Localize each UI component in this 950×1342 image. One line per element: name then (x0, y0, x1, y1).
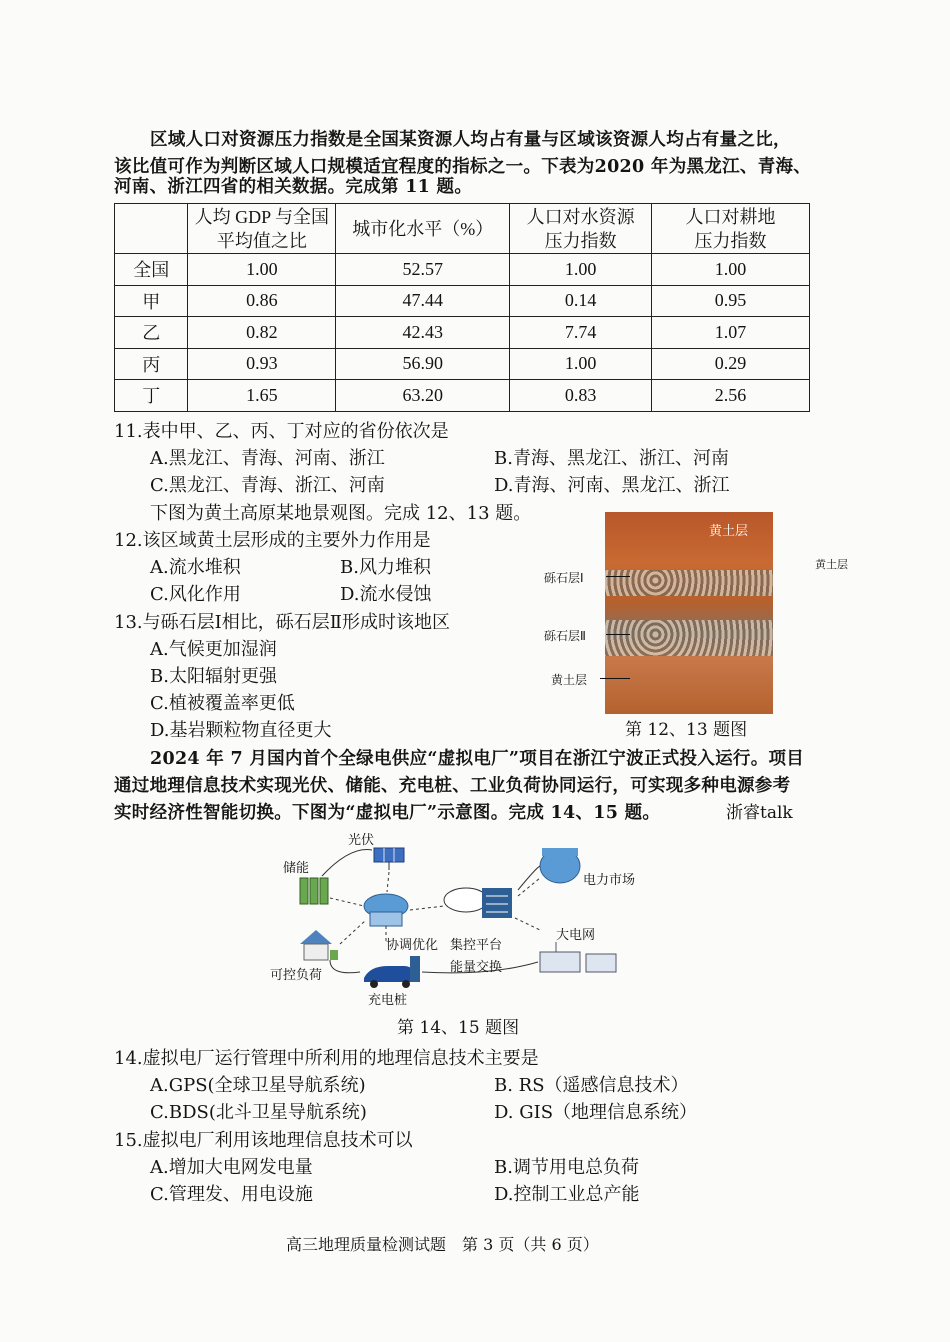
table-header-cell: 人口对耕地 压力指数 (652, 204, 810, 254)
watermark-text: 浙睿talk (726, 803, 793, 823)
table-header-cell: 人均 GDP 与全国 平均值之比 (188, 204, 336, 254)
label-loess-bottom: 黄土层 (551, 673, 588, 687)
page-footer: 高三地理质量检测试题 第 3 页（共 6 页） (286, 1235, 599, 1254)
q15-stem: 15.虚拟电厂利用该地理信息技术可以 (114, 1130, 413, 1151)
table-cell: 0.95 (652, 285, 810, 317)
loess-landscape-photo (605, 512, 773, 714)
table-cell: 1.00 (510, 348, 652, 380)
intro-line-3: 河南、浙江四省的相关数据。完成第 11 题。 (114, 177, 473, 197)
house-load-icon (300, 930, 338, 960)
label-exchange: 能量交换 (450, 960, 503, 975)
table-cell: 56.90 (336, 348, 510, 380)
table-cell: 1.65 (188, 380, 336, 412)
table-cell: 7.74 (510, 317, 652, 349)
q15-option-d: D.控制工业总产能 (494, 1184, 640, 1205)
label-coord: 协调优化 (386, 938, 439, 953)
table-cell: 2.56 (652, 380, 810, 412)
table-header-row (115, 204, 810, 254)
battery-storage-icon (300, 878, 328, 904)
intro-3-line-3: 实时经济性智能切换。下图为“虚拟电厂”示意图。完成 14、15 题。 (114, 803, 661, 823)
table-row (115, 348, 810, 380)
table-row (115, 380, 810, 412)
arc-storage-pv (322, 850, 372, 876)
table-cell: 63.20 (336, 380, 510, 412)
label-load: 可控负荷 (270, 968, 323, 983)
table-cell: 52.57 (336, 254, 510, 286)
table-cell: 1.00 (652, 254, 810, 286)
table-cell: 0.93 (188, 348, 336, 380)
photo-caption: 第 12、13 题图 (625, 720, 748, 740)
label-market: 电力市场 (583, 873, 636, 888)
q14-option-d: D. GIS（地理信息系统） (494, 1102, 698, 1123)
table-cell: 1.00 (188, 254, 336, 286)
table-row (115, 254, 810, 286)
diagram-caption: 第 14、15 题图 (397, 1018, 520, 1038)
photo-label-loess-top: 黄土层 (709, 524, 749, 539)
solar-panel-icon (374, 848, 404, 870)
q15-option-a: A.增加大电网发电量 (150, 1157, 313, 1178)
label-grid: 大电网 (556, 928, 596, 943)
q14-option-a: A.GPS(全球卫星导航系统) (150, 1075, 366, 1096)
table-row-label: 乙 (115, 317, 188, 349)
table-cell: 42.43 (336, 317, 510, 349)
ev-charger-icon (364, 956, 420, 988)
table-cell: 0.83 (510, 380, 652, 412)
q14-stem: 14.虚拟电厂运行管理中所利用的地理信息技术主要是 (114, 1048, 539, 1069)
q11-stem: 11.表中甲、乙、丙、丁对应的省份依次是 (114, 421, 449, 442)
q11-option-a: A.黑龙江、青海、河南、浙江 (150, 448, 385, 469)
q13-option-a: A.气候更加湿润 (150, 639, 277, 660)
table-row-label: 甲 (115, 285, 188, 317)
table-cell: 0.14 (510, 285, 652, 317)
gravel-layer-1 (605, 570, 773, 596)
intro-line-1: 区域人口对资源压力指数是全国某资源人均占有量与区域该资源人均占有量之比， (150, 130, 791, 150)
q15-option-b: B.调节用电总负荷 (494, 1157, 639, 1178)
q12-stem: 12.该区域黄土层形成的主要外力作用是 (114, 530, 431, 551)
q13-option-d: D.基岩颗粒物直径更大 (150, 720, 332, 741)
table-header-cell: 城市化水平（%） (336, 204, 510, 254)
q12-option-b: B.风力堆积 (340, 557, 431, 578)
q13-option-c: C.植被覆盖率更低 (150, 693, 295, 714)
label-gravel-1: 砾石层Ⅰ (544, 571, 584, 585)
table-row (115, 317, 810, 349)
arrow-gravel-2 (606, 634, 630, 635)
intro-line-2: 该比值可作为判断区域人口规模适宜程度的指标之一。下表为2020 年为黑龙江、青海、 (114, 157, 812, 177)
controller-cloud-icon (364, 894, 408, 926)
label-platform: 集控平台 (450, 938, 503, 953)
q12-option-c: C.风化作用 (150, 584, 241, 605)
arrow-gravel-1 (606, 576, 630, 577)
table-cell: 0.86 (188, 285, 336, 317)
q11-option-d: D.青海、河南、黑龙江、浙江 (494, 475, 730, 496)
q12-option-a: A.流水堆积 (150, 557, 241, 578)
q11-option-c: C.黑龙江、青海、浙江、河南 (150, 475, 385, 496)
q13-option-b: B.太阳辐射更强 (150, 666, 277, 687)
q12-option-d: D.流水侵蚀 (340, 584, 432, 605)
intro-3-line-2: 通过地理信息技术实现光伏、储能、充电桩、工业负荷协同运行，可实现多种电源参考 (114, 776, 791, 796)
side-label-loess: 黄土层 (815, 558, 848, 571)
table-cell: 0.29 (652, 348, 810, 380)
table-header-cell: 人口对水资源 压力指数 (510, 204, 652, 254)
q13-stem: 13.与砾石层Ⅰ相比，砾石层Ⅱ形成时该地区 (114, 612, 450, 633)
grid-facility-icon (540, 942, 616, 972)
label-storage: 储能 (283, 861, 310, 876)
table-cell: 1.07 (652, 317, 810, 349)
intro-3-line-1: 2024 年 7 月国内首个全绿电供应“虚拟电厂”项目在浙江宁波正式投入运行。项目 (150, 749, 805, 769)
gravel-layer-2 (605, 620, 773, 656)
table-row-label: 丙 (115, 348, 188, 380)
server-cloud-icon (444, 888, 512, 918)
arrow-loess-bottom (600, 678, 630, 679)
arc-load-charger (330, 960, 360, 973)
table-cell: 0.82 (188, 317, 336, 349)
table-row (115, 285, 810, 317)
table-row-label: 丁 (115, 380, 188, 412)
q14-option-b: B. RS（遥感信息技术） (494, 1075, 689, 1096)
q14-option-c: C.BDS(北斗卫星导航系统) (150, 1102, 367, 1123)
table-cell: 1.00 (510, 254, 652, 286)
label-charger: 充电桩 (368, 993, 408, 1008)
data-table (114, 203, 810, 412)
label-gravel-2: 砾石层Ⅱ (544, 629, 586, 643)
table-row-label: 全国 (115, 254, 188, 286)
power-market-globe-icon (540, 848, 580, 883)
table-header-cell (115, 204, 188, 254)
q11-option-b: B.青海、黑龙江、浙江、河南 (494, 448, 729, 469)
table-cell: 47.44 (336, 285, 510, 317)
q15-option-c: C.管理发、用电设施 (150, 1184, 313, 1205)
intro-2: 下图为黄土高原某地景观图。完成 12、13 题。 (150, 503, 532, 524)
label-pv: 光伏 (348, 833, 375, 848)
